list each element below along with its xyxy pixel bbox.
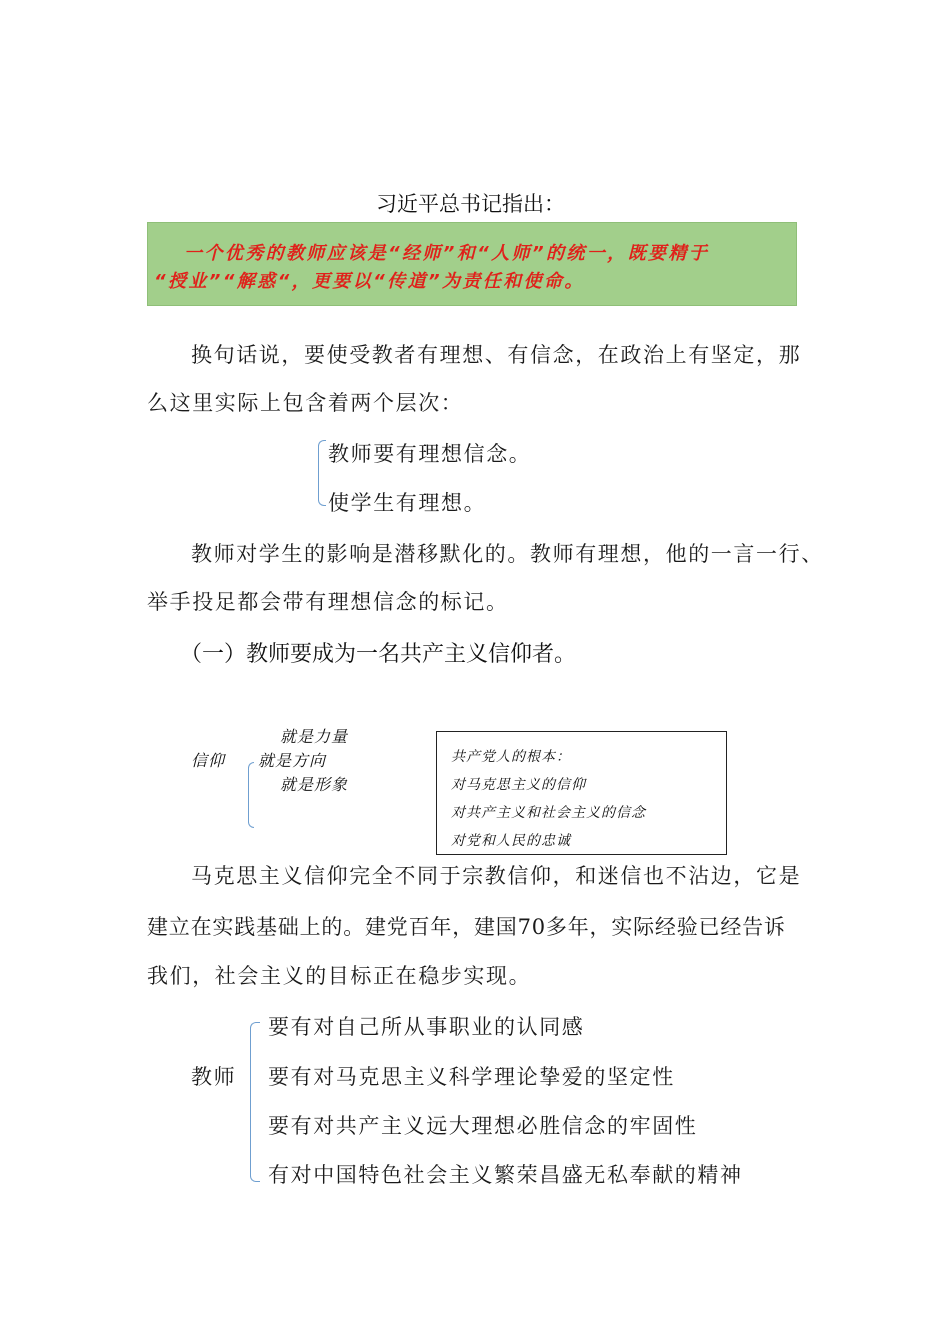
- faith-item-2: 就是方向: [258, 751, 327, 770]
- paragraph-3-line-2: 建立在实践基础上的。建党百年，建国70多年，实际经验已经告诉: [147, 915, 786, 939]
- paragraph-2-line-1: 教师对学生的影响是潜移默化的。教师有理想，他的一言一行、: [191, 542, 824, 566]
- section-title: （一）教师要成为一名共产主义信仰者。: [180, 642, 577, 667]
- level-item-1: 教师要有理想信念。: [328, 442, 532, 466]
- party-fundamentals-item-3: 对党和人民的忠诚: [451, 833, 571, 849]
- quote-box: [147, 222, 797, 306]
- party-fundamentals-title: 共产党人的根本：: [451, 749, 571, 765]
- paragraph-1-line-1: 换句话说，要使受教者有理想、有信念，在政治上有坚定，那: [191, 343, 802, 367]
- teacher-bracket: [250, 1022, 260, 1182]
- teacher-item-2: 要有对马克思主义科学理论挚爱的坚定性: [268, 1065, 675, 1089]
- party-fundamentals-item-2: 对共产主义和社会主义的信念: [451, 805, 646, 821]
- level-item-2: 使学生有理想。: [328, 491, 487, 515]
- faith-item-1: 就是力量: [280, 727, 349, 746]
- teacher-label: 教师: [191, 1065, 237, 1089]
- paragraph-2-line-2: 举手投足都会带有理想信念的标记。: [147, 590, 509, 614]
- quote-line-1: 一个优秀的教师应该是“经师”和“人师”的统一，既要精于: [184, 243, 710, 264]
- faith-label: 信仰: [191, 751, 226, 770]
- levels-bracket: [318, 440, 326, 506]
- teacher-item-1: 要有对自己所从事职业的认同感: [268, 1015, 585, 1039]
- paragraph-1-line-2: 么这里实际上包含着两个层次：: [147, 391, 464, 415]
- faith-bracket: [248, 762, 254, 828]
- teacher-item-4: 有对中国特色社会主义繁荣昌盛无私奉献的精神: [268, 1163, 743, 1187]
- quote-line-2: “授业”“解惑“，更要以“传道”为责任和使命。: [154, 271, 585, 292]
- page-heading: 习近平总书记指出：: [376, 192, 565, 216]
- party-fundamentals-box: [436, 731, 727, 855]
- paragraph-3-line-3: 我们，社会主义的目标正在稳步实现。: [147, 964, 532, 988]
- paragraph-3-line-1: 马克思主义信仰完全不同于宗教信仰，和迷信也不沾边，它是: [191, 864, 802, 888]
- teacher-item-3: 要有对共产主义远大理想必胜信念的牢固性: [268, 1114, 698, 1138]
- faith-item-3: 就是形象: [280, 775, 349, 794]
- party-fundamentals-item-1: 对马克思主义的信仰: [451, 777, 586, 793]
